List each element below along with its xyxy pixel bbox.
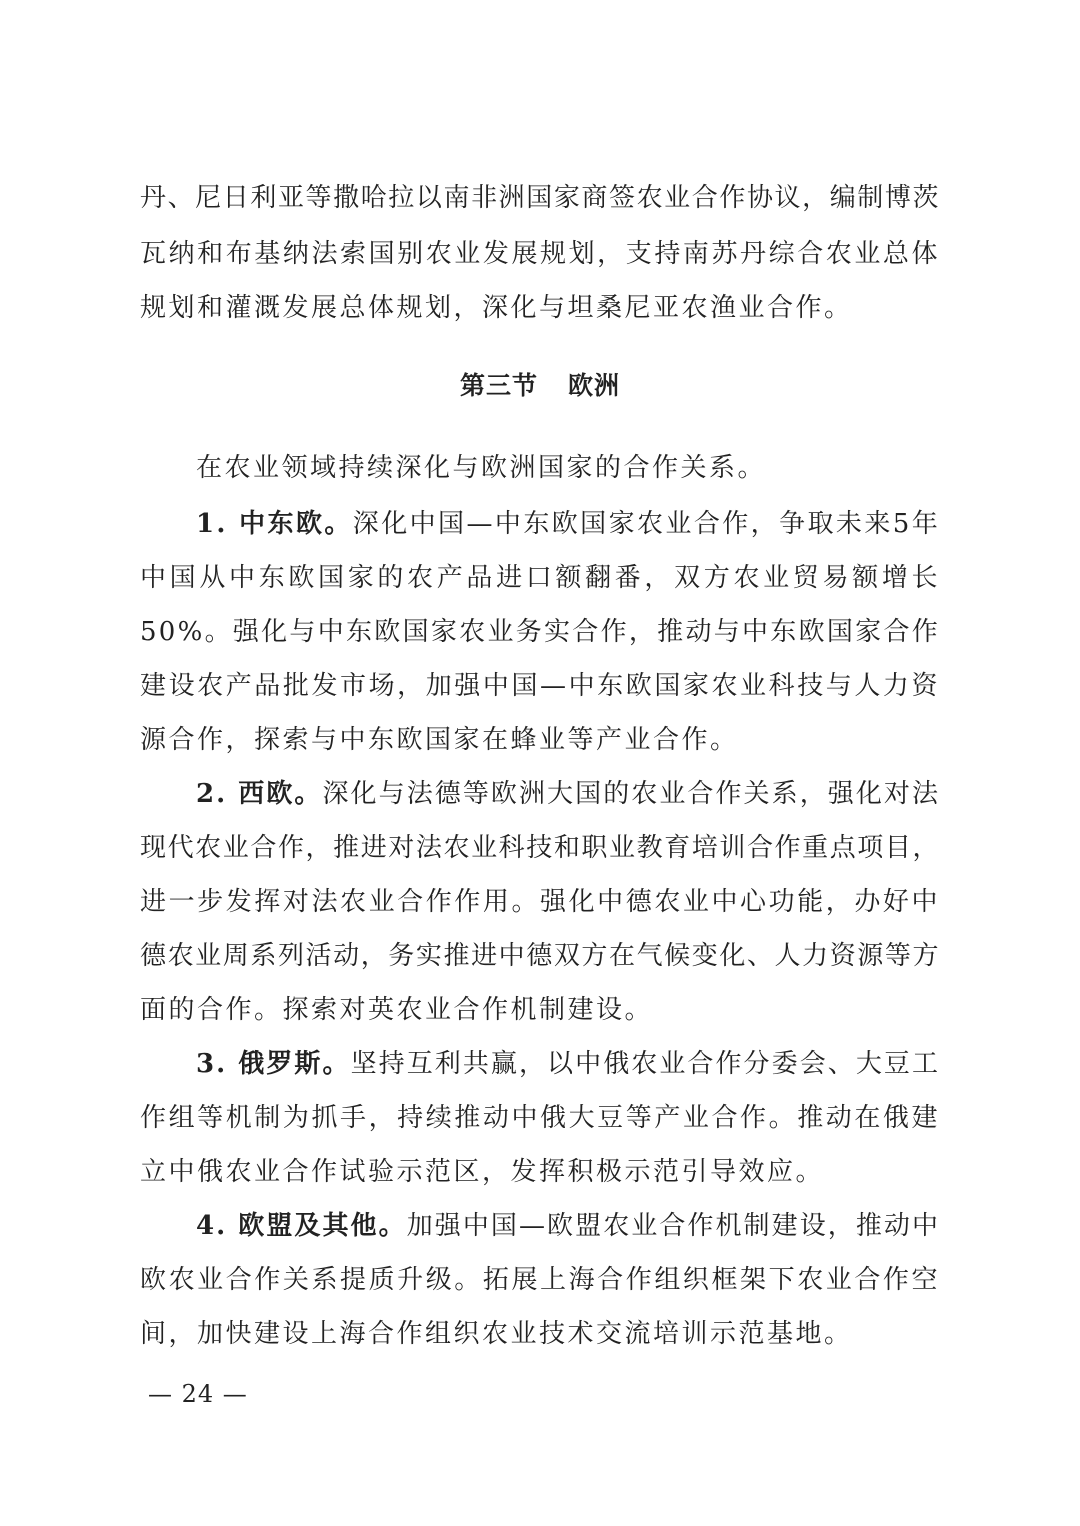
- item-label: 2. 西欧。: [196, 779, 323, 809]
- body-line: 源合作，探索与中东欧国家在蜂业等产业合作。: [140, 725, 739, 755]
- body-line: 德农业周系列活动，务实推进中德双方在气候变化、人力资源等方: [140, 941, 940, 971]
- page-number: — 24 —: [148, 1380, 248, 1408]
- body-line: 进一步发挥对法农业合作作用。强化中德农业中心功能，办好中: [140, 887, 940, 917]
- body-line: 立中俄农业合作试验示范区，发挥积极示范引导效应。: [140, 1157, 825, 1187]
- item-label: 3. 俄罗斯。: [196, 1049, 351, 1079]
- body-line: 建设农产品批发市场，加强中国—中东欧国家农业科技与人力资: [140, 671, 940, 701]
- body-line: 瓦纳和布基纳法索国别农业发展规划，支持南苏丹综合农业总体: [140, 239, 940, 269]
- item-label: 1. 中东欧。: [196, 509, 353, 539]
- list-item-first-line: 4. 欧盟及其他。加强中国—欧盟农业合作机制建设，推动中: [196, 1211, 940, 1241]
- body-line: 规划和灌溉发展总体规划，深化与坦桑尼亚农渔业合作。: [140, 293, 853, 323]
- body-line: 间，加快建设上海合作组织农业技术交流培训示范基地。: [140, 1319, 853, 1349]
- item-label: 4. 欧盟及其他。: [196, 1211, 407, 1241]
- body-line: 中国从中东欧国家的农产品进口额翻番，双方农业贸易额增长: [140, 563, 940, 593]
- intro-paragraph: 在农业领域持续深化与欧洲国家的合作关系。: [196, 453, 767, 483]
- body-line: 50%。强化与中东欧国家农业务实合作，推动与中东欧国家合作: [140, 617, 940, 647]
- list-item-first-line: 1. 中东欧。深化中国—中东欧国家农业合作，争取未来5年: [196, 509, 940, 539]
- list-item-first-line: 2. 西欧。深化与法德等欧洲大国的农业合作关系，强化对法: [196, 779, 940, 809]
- list-item-first-line: 3. 俄罗斯。坚持互利共赢，以中俄农业合作分委会、大豆工: [196, 1049, 940, 1079]
- body-line: 欧农业合作关系提质升级。拓展上海合作组织框架下农业合作空: [140, 1265, 940, 1295]
- section-heading: [0, 368, 1080, 404]
- body-line: 面的合作。探索对英农业合作机制建设。: [140, 995, 654, 1025]
- body-line: 丹、尼日利亚等撒哈拉以南非洲国家商签农业合作协议，编制博茨: [140, 183, 940, 213]
- section-number: 第三节: [459, 371, 538, 400]
- body-line: 作组等机制为抓手，持续推动中俄大豆等产业合作。推动在俄建: [140, 1103, 940, 1133]
- body-line: 现代农业合作，推进对法农业科技和职业教育培训合作重点项目，: [140, 833, 940, 863]
- section-title: 欧洲: [568, 371, 621, 400]
